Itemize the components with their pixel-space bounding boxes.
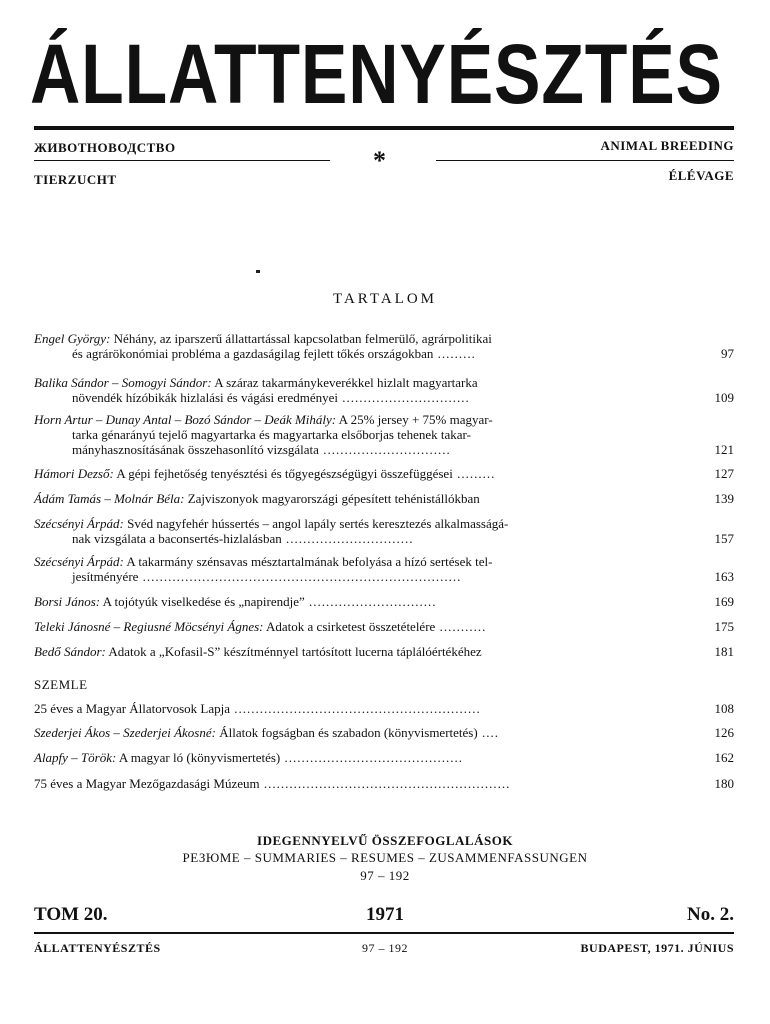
toc-title: A száraz takarmánykeverékkel hizlalt magyartarka [211,375,478,390]
subtitle-rule-left [34,160,330,161]
toc-title: A 25% jersey + 75% magyar- [336,412,493,427]
star-ornament: * [373,146,386,175]
review-title: A magyar ló (könyvismertetés) [116,750,281,765]
toc-author: Ádám Tamás – Molnár Béla: [34,491,185,506]
toc-leader: .............................. [304,594,437,609]
subtitle-russian: ЖИВОТНОВОДСТВО [34,140,176,155]
review-heading: SZEMLE [34,677,88,692]
footer-rule [34,932,734,934]
summaries-languages: РЕЗЮМЕ – SUMMARIES – RESUMES – ZUSAMMENFASSUNGEN [182,850,588,865]
review-leader: .......................................... [280,750,463,765]
toc-author: Borsi János: [34,594,101,609]
toc-title: A gépi fejhetőség tenyésztési és tőgyegészségügyi összefüggései [113,466,453,481]
subtitle-french: ÉLÉVAGE [668,168,734,183]
toc-entry [34,554,734,584]
toc-author: Hámori Dezső: [34,466,114,481]
issue-number: No. 2. [687,904,734,925]
toc-page: 139 [714,491,734,506]
footer-place-date: BUDAPEST, 1971. JÚNIUS [580,941,734,955]
toc-page: 175 [714,619,734,634]
toc-title: Svéd nagyfehér hússertés – angol lapály sertés keresztezés alkalmasságá- [123,516,509,531]
toc-entry [34,466,734,481]
summaries-pages: 97 – 192 [360,868,410,883]
review-entry [34,725,734,740]
review-entry [34,750,734,765]
journal-title: ÁLLATTENYÉSZTÉS [30,27,723,121]
toc-leader: ........................................................................... [138,569,462,584]
review-leader: .......................................................... [259,776,511,791]
review-page: 180 [714,776,734,791]
toc-entry [34,412,734,457]
toc-author: Balika Sándor – Somogyi Sándor: [34,375,212,390]
toc-title: Adatok a „Kofasil-S” készítménnyel tartósított lucerna táplálóértékéhez [105,644,482,659]
toc-author: Engel György: [34,331,111,346]
title-rule [34,126,734,130]
toc-page: 97 [721,346,734,361]
review-title: 25 éves a Magyar Állatorvosok Lapja [34,701,231,716]
review-entry [34,701,734,716]
toc-author: Szécsényi Árpád: [34,516,124,531]
toc-title-cont: nak vizsgálata a baconsertés-hizlalásban [72,531,282,546]
toc-page: 163 [714,569,734,584]
review-leader: .......................................................... [230,701,481,716]
review-title: 75 éves a Magyar Mezőgazdasági Múzeum [34,776,260,791]
toc-title: Néhány, az iparszerű állattartással kapcsolatban felmerülő, agrárpolitikai [110,331,492,346]
toc-entry [34,594,734,609]
toc-title-cont: tarka génarányú tejelő magyartarka és magyartarka elsőborjas tehenek takar- [72,427,471,442]
toc-title: A takarmány szénsavas mésztartalmának befolyása a hízó sertések tel- [123,554,493,569]
subtitle-rule-right [436,160,734,161]
toc-page: 127 [714,466,734,481]
review-page: 126 [714,725,734,740]
toc-title-cont: és agrárökonómiai probléma a gazdaságilag fejlett tőkés országokban [72,346,434,361]
summaries-heading: IDEGENNYELVŰ ÖSSZEFOGLALÁSOK [257,833,513,848]
toc-author: Bedő Sándor: [34,644,106,659]
toc-author: Horn Artur – Dunay Antal – Bozó Sándor – Deák Mihály: [34,412,337,427]
review-title: Állatok fogságban és szabadon (könyvismertetés) [215,725,478,740]
toc-leader: ......... [452,466,496,481]
review-page: 108 [714,701,734,716]
subtitle-english: ANIMAL BREEDING [600,138,734,153]
volume-number: TOM 20. [34,904,108,925]
review-entry [34,776,734,791]
subtitle-german: TIERZUCHT [34,172,117,187]
toc-title: Zajviszonyok magyarországi gépesített tehénistállókban [184,491,480,506]
contents-heading: TARTALOM [332,291,438,307]
toc-author: Teleki Jánosné – Regiusné Möcsényi Ágnes: [34,619,264,634]
toc-leader: .............................. [281,531,414,546]
print-speck [256,270,260,273]
toc-leader: ......... [433,346,476,361]
toc-page: 181 [714,644,734,659]
toc-leader: .............................. [338,390,470,405]
toc-page: 121 [714,442,734,457]
toc-title-cont: növendék hízóbikák hizlalási és vágási eredményei [72,390,339,405]
toc-leader: ........... [435,619,487,634]
review-page: 162 [714,750,734,765]
toc-page: 157 [714,531,734,546]
toc-entry [34,644,734,659]
review-leader: .... [477,725,499,740]
publication-year: 1971 [366,904,404,925]
review-author: Szederjei Ákos – Szederjei Ákosné: [34,725,216,740]
toc-title: Adatok a csirketest összetételére [263,619,436,634]
footer-page-range: 97 – 192 [362,941,408,955]
toc-leader: .............................. [318,442,451,457]
toc-entry [34,375,734,405]
toc-page: 169 [714,594,734,609]
toc-page: 109 [714,390,734,405]
footer-journal-title: ÁLLATTENYÉSZTÉS [34,941,161,955]
toc-entry [34,331,734,361]
review-author: Alapfy – Török: [34,750,117,765]
toc-title-cont: jesítményére [72,569,139,584]
toc-entry [34,516,734,546]
toc-title: A tojótyúk viselkedése és „napirendje” [100,594,305,609]
toc-author: Szécsényi Árpád: [34,554,124,569]
toc-title-cont: mányhasznosításának összehasonlító vizsgálata [72,442,319,457]
toc-entry [34,619,734,634]
toc-entry [34,491,734,506]
